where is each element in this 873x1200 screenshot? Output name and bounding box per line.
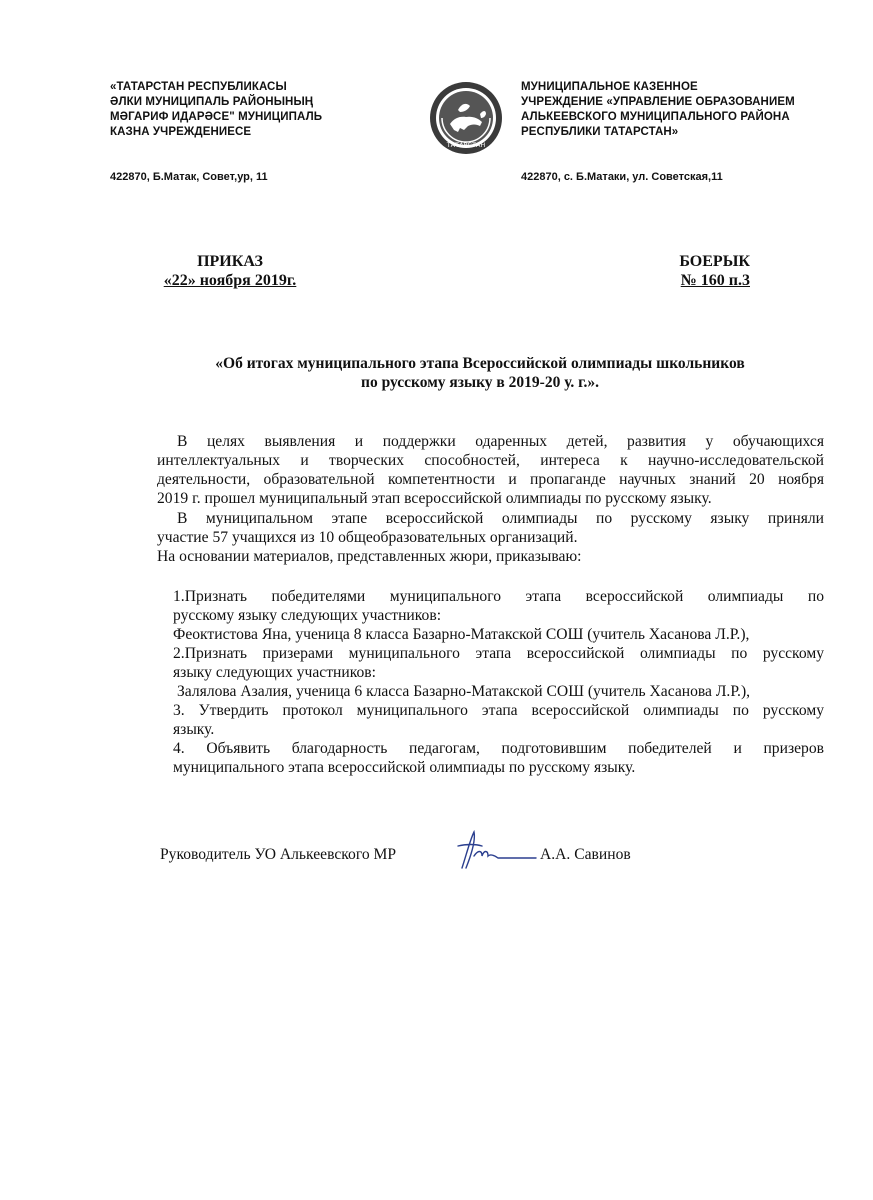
item-2-line: 2.Признать призерами муниципального этапа всероссийской олимпиады по русскому xyxy=(173,645,824,662)
item-4-line: муниципального этапа всероссийской олимпиады по русскому языку. xyxy=(173,759,636,776)
paragraph-1 xyxy=(157,432,824,508)
paragraph-line: интеллектуальных и творческих способностей, интереса к научно-исследовательской xyxy=(157,452,824,469)
header-right-line: АЛЬКЕЕВСКОГО МУНИЦИПАЛЬНОГО РАЙОНА xyxy=(521,111,790,123)
item-2-person: Залялова Азалия, ученица 6 класса Базарно-Матакской СОШ (учитель Хасанова Л.Р.), xyxy=(177,683,751,700)
header-left-block xyxy=(110,80,410,140)
header-right-line: РЕСПУБЛИКИ ТАТАРСТАН» xyxy=(521,126,679,138)
subject-line: по русскому языку в 2019-20 у. г.». xyxy=(361,374,599,391)
item-3-line: языку. xyxy=(173,721,215,738)
signature-icon xyxy=(448,828,538,874)
header-left-address: 422870, Б.Матак, Совет,ур, 11 xyxy=(110,171,268,183)
signature-name: А.А. Савинов xyxy=(540,846,631,863)
item-1-line: русскому языку следующих участников: xyxy=(173,607,442,624)
header-left-line: «ТАТАРСТАН РЕСПУБЛИКАСЫ xyxy=(110,81,287,93)
item-2-line: языку следующих участников: xyxy=(173,664,376,681)
order-items xyxy=(173,587,824,777)
order-left xyxy=(150,252,310,290)
item-1-line: 1.Признать победителями муниципального этапа всероссийской олимпиады по xyxy=(173,588,824,605)
header-right-line: МУНИЦИПАЛЬНОЕ КАЗЕННОЕ xyxy=(521,81,698,93)
header-left-line: ӘЛКИ МУНИЦИПАЛЬ РАЙОНЫНЫҢ xyxy=(110,96,314,108)
order-title-ru: ПРИКАЗ xyxy=(197,253,263,270)
order-subject xyxy=(150,354,810,392)
order-right xyxy=(640,252,750,290)
paragraph-line: В целях выявления и поддержки одаренных детей, развития у обучающихся xyxy=(177,433,824,450)
paragraph-line: участие 57 учащихся из 10 общеобразовательных организаций. xyxy=(157,529,578,546)
paragraph-line: В муниципальном этапе всероссийской олимпиады по русскому языку приняли xyxy=(177,510,824,527)
header-left-line: МӘГАРИФ ИДАРӘСЕ" МУНИЦИПАЛЬ xyxy=(110,111,323,123)
tatarstan-emblem-icon xyxy=(428,80,504,156)
order-date: «22» ноября 2019г. xyxy=(163,272,297,289)
order-number: № 160 п.3 xyxy=(680,272,750,289)
item-3-line: 3. Утвердить протокол муниципального этапа всероссийской олимпиады по русскому xyxy=(173,702,824,719)
subject-line: «Об итогах муниципального этапа Всероссийской олимпиады школьников xyxy=(215,355,745,372)
header-right-block xyxy=(521,80,841,140)
paragraph-line: 2019 г. прошел муниципальный этап всероссийской олимпиады по русскому языку. xyxy=(157,490,712,507)
paragraph-line: деятельности, образовательной компетентности и пропаганде научных знаний 20 ноября xyxy=(157,471,824,488)
order-title-tt: БОЕРЫК xyxy=(679,253,750,270)
item-1-person: Феоктистова Яна, ученица 8 класса Базарно-Матакской СОШ (учитель Хасанова Л.Р.), xyxy=(173,626,750,643)
header-right-line: УЧРЕЖДЕНИЕ «УПРАВЛЕНИЕ ОБРАЗОВАНИЕМ xyxy=(521,96,795,108)
signature-position: Руководитель УО Алькеевского МР xyxy=(160,846,397,863)
header-right-address: 422870, с. Б.Матаки, ул. Советская,11 xyxy=(521,171,723,183)
item-4-line: 4. Объявить благодарность педагогам, подготовившим победителей и призеров xyxy=(173,740,824,757)
paragraph-2 xyxy=(157,509,824,547)
paragraph-3: На основании материалов, представленных жюри, приказываю: xyxy=(157,548,582,565)
header-left-line: КАЗНА УЧРЕЖДЕНИЕСЕ xyxy=(110,126,252,138)
emblem-text: ТАТАРСТАН xyxy=(446,141,486,149)
